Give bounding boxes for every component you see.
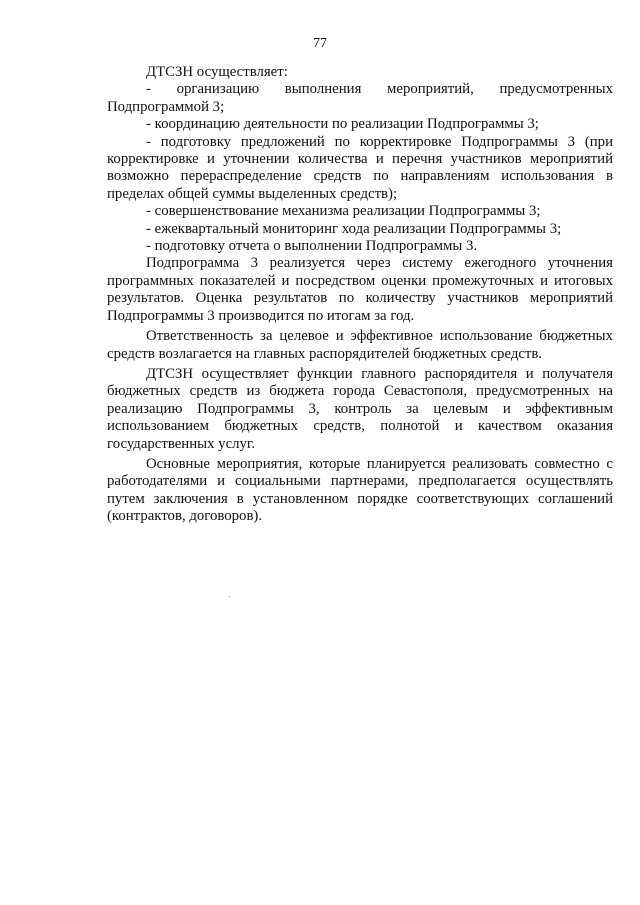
paragraph-intro: ДТСЗН осуществляет: bbox=[146, 64, 288, 80]
list-item-coordination: - координацию деятельности по реализации Подпрограммы 3; bbox=[146, 116, 539, 133]
document-body bbox=[107, 64, 613, 526]
paragraph-implementation: Подпрограмма 3 реализуется через систему ежегодного уточнения программных показателей и посредством оценки промежуточных и итоговых результатов. Оценка результатов по количеству участников мероприятий Подпрограммы 3 производится по итогам за год. bbox=[107, 255, 613, 324]
page-number: 77 bbox=[313, 36, 327, 51]
list-item-report: - подготовку отчета о выполнении Подпрограммы 3. bbox=[146, 238, 478, 255]
list-item-proposals: - подготовку предложений по корректировке Подпрограммы 3 (при корректировке и уточнении количества и перечня участников мероприятий возможно перераспределение средств по направлениям использования в пределах общей суммы выделенных средств); bbox=[107, 133, 613, 202]
paragraph-functions: ДТСЗН осуществляет функции главного распорядителя и получателя бюджетных средств из бюджета города Севастополя, предусмотренных на реализацию Подпрограммы 3, контроль за целевым и эффективным использованием бюджетных средств, полнотой и качеством оказания государственных услуг. bbox=[107, 365, 613, 452]
scan-artifact bbox=[229, 596, 230, 597]
paragraph-responsibility: Ответственность за целевое и эффективное использование бюджетных средств возлагается на главных распорядителей бюджетных средств. bbox=[107, 328, 613, 362]
list-item-organization: - организацию выполнения мероприятий, предусмотренных Подпрограммой 3; bbox=[107, 81, 613, 115]
list-item-monitoring: - ежеквартальный мониторинг хода реализации Подпрограммы 3; bbox=[146, 220, 562, 237]
paragraph-main-activities: Основные мероприятия, которые планируется реализовать совместно с работодателями и социальными партнерами, предполагается осуществлять путем заключения в установленном порядке соответствующих соглашений (контрактов, договоров). bbox=[107, 455, 613, 525]
list-item-improvement: - совершенствование механизма реализации Подпрограммы 3; bbox=[146, 203, 541, 220]
